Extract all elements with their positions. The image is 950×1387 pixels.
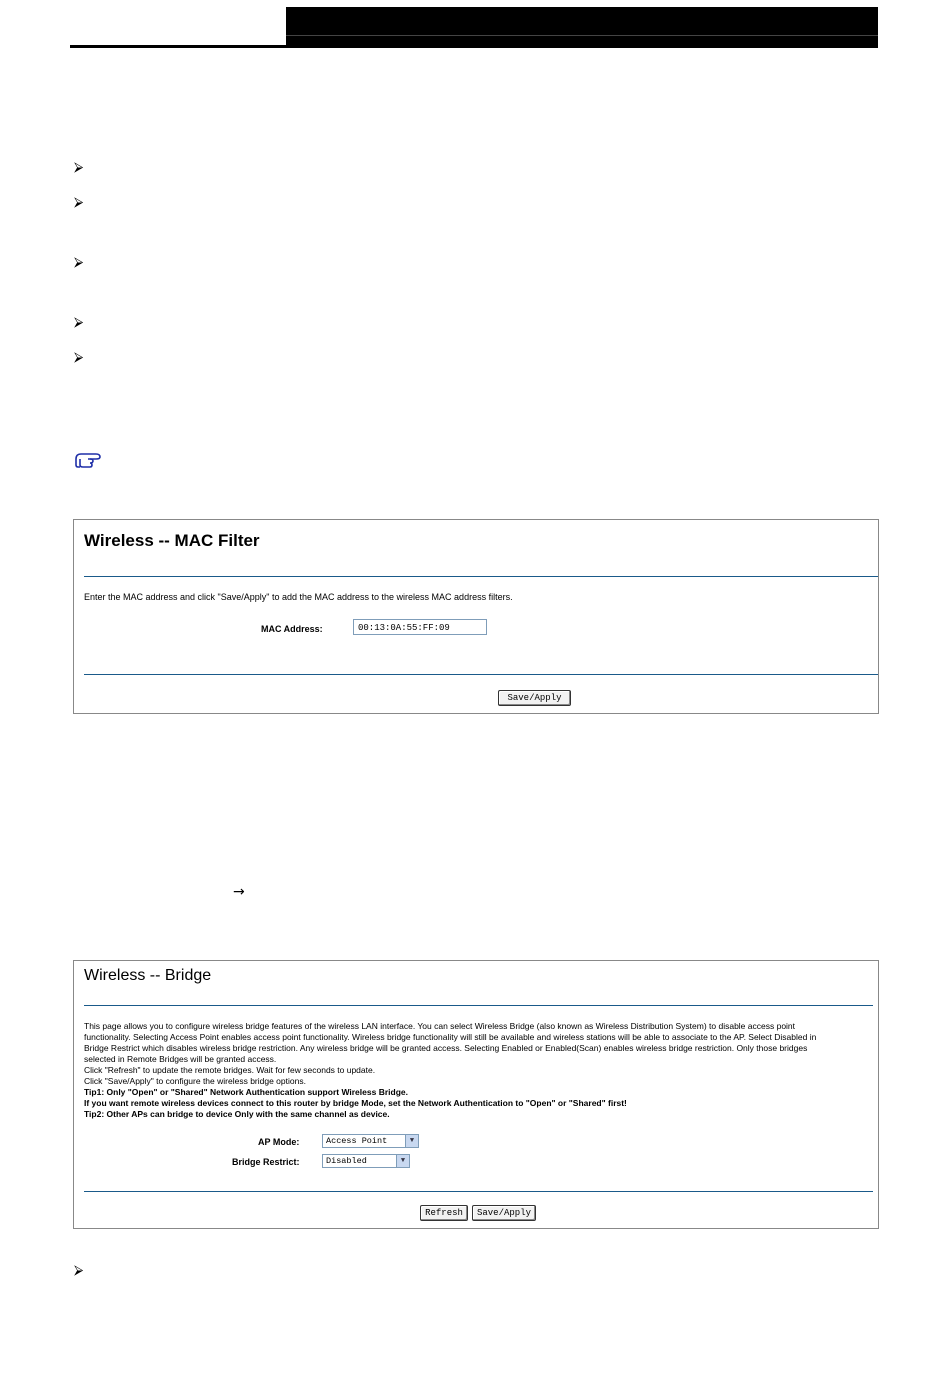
arrow-bullet-icon: ⮚ [74,1263,84,1278]
save-apply-button[interactable]: Save/Apply [498,690,571,706]
mac-filter-description: Enter the MAC address and click "Save/Apply" to add the MAC address to the wireless MAC address filters. [84,592,513,602]
header-bar [286,7,878,45]
chevron-down-icon[interactable]: ▼ [396,1155,409,1167]
bridge-description [84,1021,874,1120]
mac-address-label: MAC Address: [261,624,323,634]
header-rule [70,45,878,48]
arrow-bullet-icon: ⮚ [74,315,84,330]
header-inner-line [286,35,878,36]
chevron-down-icon[interactable]: ▼ [405,1135,418,1147]
desc-line: Bridge Restrict which disables wireless bridge restriction. Any wireless bridge will be granted access. Selecting Enabled or Enabled(Scan) enables wireless bridge restriction. Only those bridges [84,1043,808,1053]
desc-line: This page allows you to configure wireless bridge features of the wireless LAN interface. You can select Wireless Bridge (also known as Wireless Distribution System) to disable access point [84,1021,796,1031]
bridge-restrict-value: Disabled [326,1156,367,1166]
right-arrow-icon: → [233,884,245,900]
arrow-bullet-icon: ⮚ [74,195,84,210]
tip-line: Tip1: Only "Open" or "Shared" Network Authentication support Wireless Bridge. [84,1087,408,1097]
bridge-title: Wireless -- Bridge [84,967,212,984]
divider [84,1191,873,1192]
arrow-bullet-icon: ⮚ [74,255,84,270]
divider [84,1005,873,1006]
desc-line: selected in Remote Bridges will be granted access. [84,1054,277,1064]
ap-mode-value: Access Point [326,1136,388,1146]
ap-mode-label: AP Mode: [258,1137,300,1147]
divider [84,674,878,675]
desc-line: Click "Save/Apply" to configure the wireless bridge options. [84,1076,306,1086]
mac-filter-panel [73,519,879,714]
save-apply-button[interactable]: Save/Apply [472,1205,536,1221]
desc-line: Click "Refresh" to update the remote bridges. Wait for few seconds to update. [84,1065,376,1075]
bridge-panel [73,960,879,1229]
tip-line: Tip2: Other APs can bridge to device Only with the same channel as device. [84,1109,390,1119]
desc-line: functionality. Selecting Access Point enables access point functionality. Wireless bridge functionality will still be available and wireless stations will be able to associate to the AP. Select Disabled in [84,1032,817,1042]
arrow-bullet-icon: ⮚ [74,350,84,365]
mac-filter-title: Wireless -- MAC Filter [84,531,260,550]
bridge-restrict-select[interactable] [322,1154,410,1168]
bridge-restrict-label: Bridge Restrict: [232,1157,300,1167]
divider [84,576,878,577]
refresh-button[interactable]: Refresh [420,1205,468,1221]
mac-address-input[interactable]: 00:13:0A:55:FF:09 [353,619,487,635]
tip-line: If you want remote wireless devices connect to this router by bridge Mode, set the Network Authentication to "Open" or "Shared" first! [84,1098,627,1108]
arrow-bullet-icon: ⮚ [74,160,84,175]
pointing-hand-icon [74,450,104,470]
ap-mode-select[interactable] [322,1134,419,1148]
